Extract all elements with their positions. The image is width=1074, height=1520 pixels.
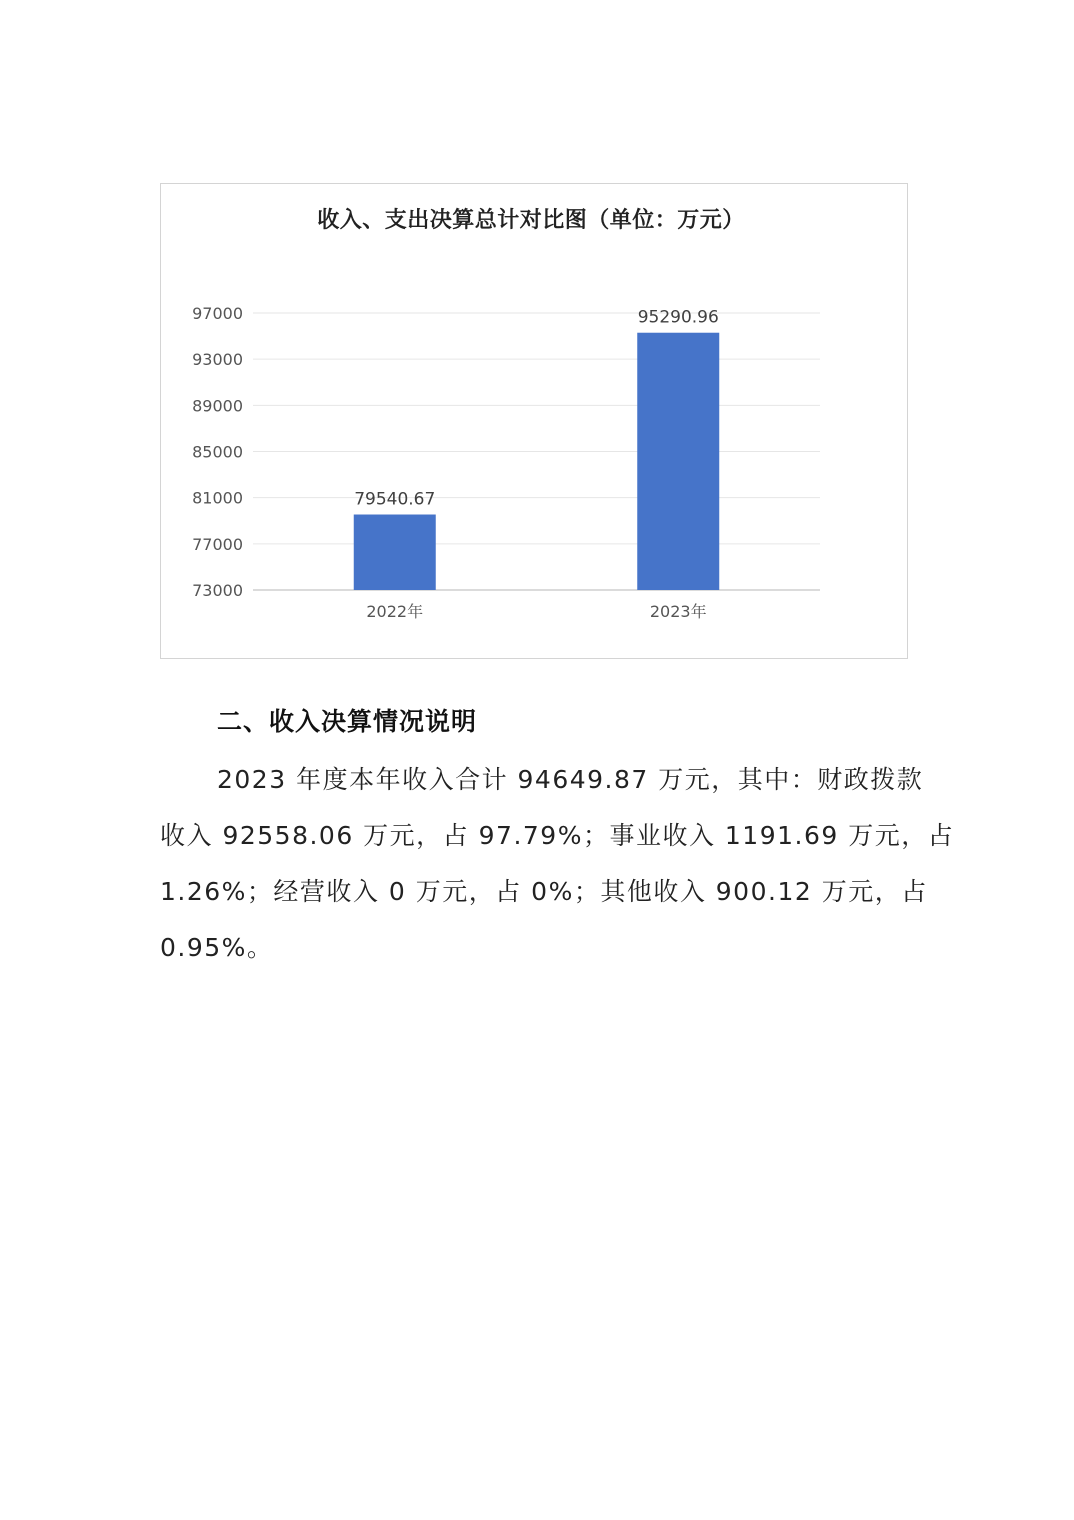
y-tick-label: 97000 [192, 304, 243, 323]
y-tick-label: 77000 [192, 534, 243, 554]
y-tick-label: 73000 [192, 581, 243, 600]
paragraph-line-3: 1.26%；经营收入 0 万元，占 0%；其他收入 900.12 万元，占 [160, 877, 928, 906]
section-heading: 二、收入决算情况说明 [217, 707, 478, 736]
paragraph-line-1: 2023 年度本年收入合计 94649.87 万元，其中：财政拨款 [217, 765, 924, 794]
chart-title: 收入、支出决算总计对比图（单位：万元） [317, 208, 745, 233]
data-label: 79540.67 [354, 489, 436, 510]
chart-frame [160, 183, 908, 659]
y-tick-label: 93000 [192, 350, 243, 370]
x-tick-label: 2022年 [366, 602, 424, 621]
paragraph-line-2: 收入 92558.06 万元，占 97.79%；事业收入 1191.69 万元，占 [160, 821, 955, 850]
paragraph-line-4: 0.95%。 [160, 933, 274, 962]
y-tick-label: 89000 [192, 396, 243, 416]
x-tick-label: 2023年 [649, 602, 707, 621]
data-label: 95290.96 [637, 307, 719, 328]
y-tick-label: 81000 [192, 488, 243, 508]
y-tick-label: 85000 [192, 442, 243, 462]
